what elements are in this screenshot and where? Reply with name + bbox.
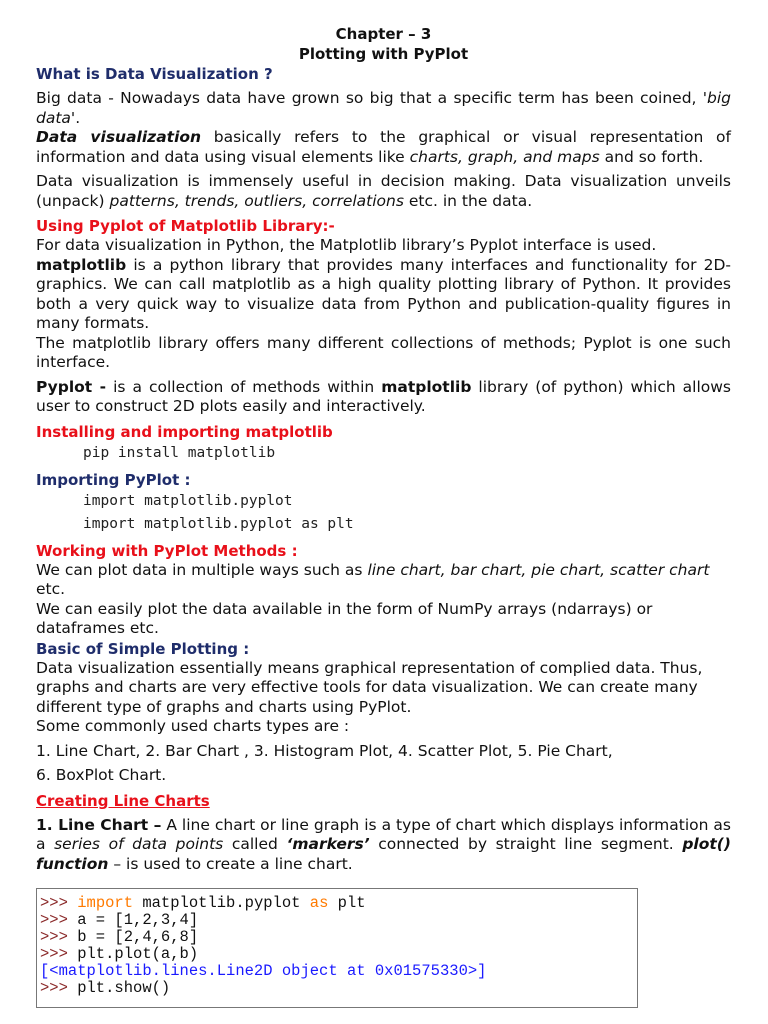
paragraph-matplotlib — [36, 256, 731, 334]
paragraph-chart-list-cont: 6. BoxPlot Chart. — [36, 766, 167, 784]
heading-installing: Installing and importing matplotlib — [36, 422, 333, 441]
text-bold-italic: plot() function — [36, 835, 731, 873]
heading-working-with-pyplot: Working with PyPlot Methods : — [36, 541, 298, 560]
console-prompt: >>> — [40, 894, 68, 912]
heading-creating-line-charts: Creating Line Charts — [36, 791, 210, 810]
console-lines — [40, 895, 486, 997]
paragraph-chart-list: 1. Line Chart, 2. Bar Chart , 3. Histogram Plot, 4. Scatter Plot, 5. Pie Chart, — [36, 741, 613, 760]
chapter-title: Plotting with PyPlot — [298, 45, 469, 63]
console-text: plt.plot(a,b) — [67, 945, 199, 963]
heading-using-pyplot: Using Pyplot of Matplotlib Library:- — [36, 217, 335, 235]
text-italic: charts, graph, and maps — [409, 147, 600, 166]
console-prompt: >>> — [40, 911, 68, 929]
text-bold: matplotlib — [36, 255, 127, 274]
paragraph-collections: The matplotlib library offers many different collections of methods; Pyplot is one such interface. — [36, 333, 731, 371]
text: called — [223, 835, 287, 853]
text: We can plot data in multiple ways such as — [36, 560, 368, 579]
console-text: matplotlib.pyplot — [133, 894, 310, 912]
text-bold: 1. Line Chart – — [36, 815, 162, 834]
paragraph-graphical-representation: Data visualization essentially means graphical representation of complied data. Thus, graphs and charts are very effective tools for data visualization. We can create many different type of graphs and charts using PyPlot. — [36, 658, 703, 716]
chapter-number: Chapter – 3 — [335, 25, 432, 43]
paragraph-decision-making — [36, 172, 731, 211]
console-keyword: import — [77, 894, 134, 912]
text-bold: Pyplot - — [36, 377, 107, 396]
text: basically refers to the graphical or visual representation of information and data using visual elements like — [36, 128, 731, 166]
console-prompt: >>> — [40, 979, 68, 997]
text: – is used to create a line chart. — [108, 854, 353, 873]
text: Data visualization is immensely useful in decision making. Data visualization unveils (unpack) — [36, 172, 731, 210]
text-italic: 'big data' — [36, 89, 731, 127]
text: connected by straight line segment. — [369, 835, 683, 853]
console-output: [<matplotlib.lines.Line2D object at 0x01575330>] — [40, 962, 487, 980]
heading-importing-pyplot: Importing PyPlot : — [36, 470, 191, 489]
heading-what-is-data-visualization: What is Data Visualization ? — [36, 65, 273, 83]
paragraph-big-data — [36, 89, 731, 128]
text: is a collection of methods within — [106, 377, 382, 396]
console-text: b = [2,4,6,8] — [67, 928, 199, 946]
text-italic: series of data points — [54, 835, 224, 853]
console-prompt: >>> — [40, 928, 68, 946]
text-italic: patterns, trends, outliers, correlations — [109, 191, 404, 210]
console-text: plt — [328, 894, 366, 912]
text-italic: line chart, bar chart, pie chart, scatter chart — [367, 560, 710, 579]
paragraph-numpy: We can easily plot the data available in the form of NumPy arrays (ndarrays) or dataframes etc. — [36, 599, 653, 637]
code-import-2: import matplotlib.pyplot as plt — [83, 515, 354, 532]
text-bold: matplotlib — [381, 377, 472, 396]
console-text: plt.show() — [67, 979, 171, 997]
console-prompt: >>> — [40, 945, 68, 963]
document-page — [36, 24, 731, 874]
console-keyword: as — [309, 894, 329, 912]
text-bold-italic: Data visualization — [36, 128, 202, 146]
text-bold-italic: ‘markers’ — [286, 835, 370, 853]
python-console-screenshot — [36, 888, 638, 1008]
text: Big data - Nowadays data have grown so big that a specific term has been coined, — [36, 89, 703, 107]
paragraph-pyplot-interface: For data visualization in Python, the Matplotlib library’s Pyplot interface is used. — [36, 236, 657, 254]
paragraph-pyplot-definition — [36, 378, 731, 417]
code-pip-install: pip install matplotlib — [83, 444, 276, 461]
text: etc. in the data. — [403, 191, 533, 210]
paragraph-plot-ways — [36, 561, 731, 600]
text: and so forth. — [599, 147, 704, 166]
text: A line chart or line graph is a type of chart which displays information as a — [36, 815, 731, 853]
paragraph-data-visualization — [36, 128, 731, 167]
text: is a python library that provides many interfaces and functionality for 2D-graphics. We can call matplotlib as a high quality plotting library of Python. It provides both a very quick way to visualize data from Python and publication-quality figures in many formats. — [36, 255, 731, 332]
text: etc. — [36, 580, 66, 598]
heading-basic-plotting: Basic of Simple Plotting : — [36, 639, 250, 658]
console-text: a = [1,2,3,4] — [67, 911, 199, 929]
text: . — [75, 108, 81, 127]
paragraph-line-chart — [36, 816, 731, 875]
paragraph-chart-types-intro: Some commonly used charts types are : — [36, 717, 350, 735]
code-import-1: import matplotlib.pyplot — [83, 492, 293, 509]
text: library (of python) which allows user to construct 2D plots easily and interactively. — [36, 377, 731, 415]
